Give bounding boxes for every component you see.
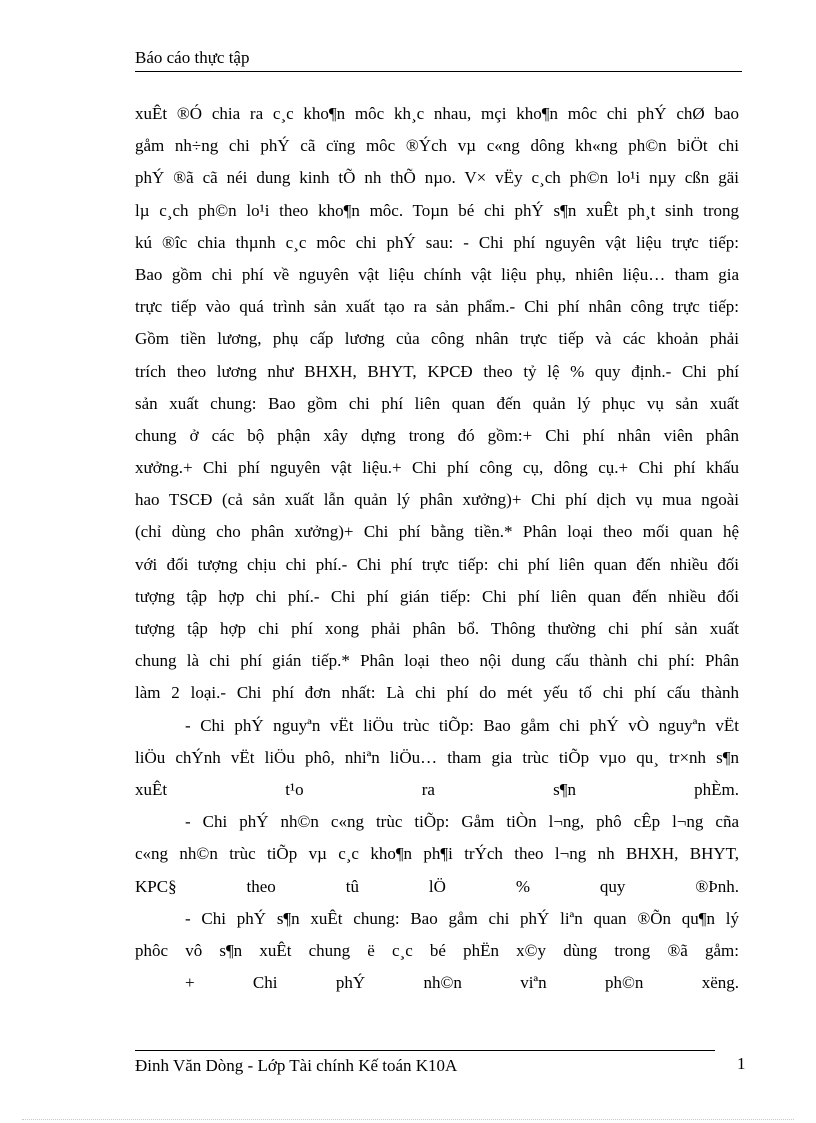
text-line: phôc vô s¶n xuÊt chung ë c¸c bé phËn x©y dùng trong ®ã gåm: xyxy=(135,940,739,960)
text-line: trực tiếp vào quá trình sản xuất tạo ra sản phẩm.- Chi phí nhân công trực tiếp: xyxy=(135,297,739,317)
text-line: tượng tập hợp chi phí.- Chi phí gián tiếp: Chi phí liên quan đến nhiều đối xyxy=(135,586,739,606)
text-line: chung ở các bộ phận xây dựng trong đó gồm:+ Chi phí nhân viên phân xyxy=(135,425,739,445)
text-line: xưởng.+ Chi phí nguyên vật liệu.+ Chi phí công cụ, dông cụ.+ Chi phí khấu xyxy=(135,458,739,478)
text-line: + Chi phÝ nh©n viªn ph©n xëng. xyxy=(185,973,739,993)
text-line: Bao gồm chi phí về nguyên vật liệu chính vật liệu phụ, nhiên liệu… tham gia xyxy=(135,264,739,284)
text-line: Gồm tiền lương, phụ cấp lương của công nhân trực tiếp và các khoản phải xyxy=(135,329,739,349)
text-line: với đối tượng chịu chi phí.- Chi phí trực tiếp: chi phí liên quan đến nhiều đối xyxy=(135,554,739,574)
text-line: kú ®îc chia thµnh c¸c môc chi phÝ sau: - Chi phí nguyên vật liệu trực tiếp: xyxy=(135,232,739,252)
text-line: (chỉ dùng cho phân xưởng)+ Chi phí bằng tiền.* Phân loại theo mối quan hệ xyxy=(135,522,739,542)
document-body xyxy=(135,98,739,999)
text-line: hao TSCĐ (cả sản xuất lẫn quản lý phân xưởng)+ Chi phí dịch vụ mua ngoài xyxy=(135,490,739,510)
text-line: xuÊt ®Ó chia ra c¸c kho¶n môc kh¸c nhau, mçi kho¶n môc chi phÝ chØ bao xyxy=(135,104,739,123)
text-line: lµ c¸ch ph©n lo¹i theo kho¶n môc. Toµn bé chi phÝ s¶n xuÊt ph¸t sinh trong xyxy=(135,200,739,220)
page-header-title: Báo cáo thực tập xyxy=(135,48,250,67)
page-number: 1 xyxy=(737,1054,746,1073)
text-line: sản xuất chung: Bao gồm chi phí liên quan đến quản lý phục vụ sản xuất xyxy=(135,393,739,413)
text-line: tượng tập hợp chi phí xong phải phân bổ. Thông thường chi phí sản xuất xyxy=(135,619,739,638)
text-line: liÖu chÝnh vËt liÖu phô, nhiªn liÖu… tham gia trùc tiÕp vµo qu¸ tr×nh s¶n xyxy=(135,747,739,767)
text-line: - Chi phÝ s¶n xuÊt chung: Bao gåm chi phÝ liªn quan ®Õn qu¶n lý xyxy=(185,908,739,928)
footer-rule xyxy=(135,1050,715,1051)
page-edge-divider xyxy=(22,1119,794,1120)
text-line: gåm nh÷ng chi phÝ cã cïng môc ®Ých vµ c«ng dông kh«ng ph©n biÖt chi xyxy=(135,136,739,156)
text-line: trích theo lương như BHXH, BHYT, KPCĐ theo tỷ lệ % quy định.- Chi phí xyxy=(135,361,739,381)
text-line: làm 2 loại.- Chi phí đơn nhất: Là chi phí do mét yếu tố chi phí cấu thành xyxy=(135,683,739,703)
text-line: phÝ ®ã cã néi dung kinh tÕ nh thÕ nµo. V× vËy c¸ch ph©n lo¹i nµy cßn gäi xyxy=(135,168,739,188)
text-line: KPC§ theo tû lÖ % quy ®Þnh. xyxy=(135,876,739,896)
header-rule xyxy=(135,71,742,72)
text-line: c«ng nh©n trùc tiÕp vµ c¸c kho¶n ph¶i trÝch theo l¬ng nh BHXH, BHYT, xyxy=(135,844,739,864)
footer-author: Đinh Văn Dòng - Lớp Tài chính Kế toán K10A xyxy=(135,1056,458,1075)
text-line: xuÊt t¹o ra s¶n phÈm. xyxy=(135,779,739,799)
text-line: chung là chi phí gián tiếp.* Phân loại theo nội dung cấu thành chi phí: Phân xyxy=(135,651,739,671)
text-line: - Chi phÝ nh©n c«ng trùc tiÕp: Gåm tiÒn l¬ng, phô cÊp l¬ng cña xyxy=(185,812,739,832)
text-line: - Chi phÝ nguyªn vËt liÖu trùc tiÕp: Bao gåm chi phÝ vÒ nguyªn vËt xyxy=(185,715,739,735)
